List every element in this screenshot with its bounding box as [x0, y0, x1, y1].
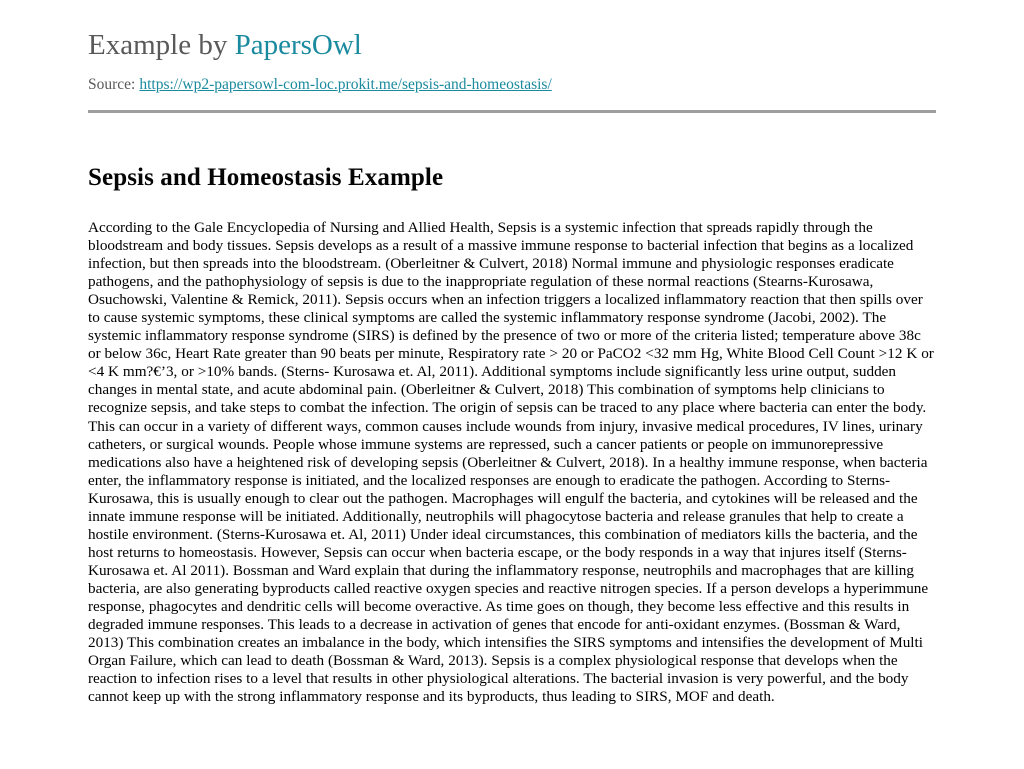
document-content — [88, 163, 936, 706]
example-by-label: Example by — [88, 29, 235, 61]
page-title: Sepsis and Homeostasis Example — [88, 164, 444, 191]
example-by-heading — [88, 26, 1024, 64]
header-divider — [88, 110, 936, 113]
source-url-link[interactable]: https://wp2-papersowl-com-loc.prokit.me/sepsis-and-homeostasis/ — [139, 76, 552, 93]
source-label: Source: — [88, 76, 136, 93]
page-header — [0, 0, 1024, 95]
source-line — [88, 75, 1024, 95]
article-body-paragraph: According to the Gale Encyclopedia of Nursing and Allied Health, Sepsis is a systemic infection that spreads rapidly through the bloodstream and body tissues. Sepsis develops as a result of a massive immune response to bacterial infection that begins as a localized infection, but then spreads into the bloodstream. (Oberleitner & Culvert, 2018) Normal immune and physiologic responses eradicate pathogens, and the pathophysiology of sepsis is due to the inappropriate regulation of these normal reactions (Stearns-Kurosawa, Osuchowski, Valentine & Remick, 2011). Sepsis occurs when an infection triggers a localized inflammatory reaction that then spills over to cause systemic symptoms, these clinical symptoms are called the systemic inflammatory response syndrome (Jacobi, 2002). The systemic inflammatory response syndrome (SIRS) is defined by the presence of two or more of the criteria listed; temperature above 38c or below 36c, Heart Rate greater than 90 beats per minute, Respiratory rate > 20 or PaCO2 <32 mm Hg, White Blood Cell Count >12 K or <4 K mm?€’3, or >10% bands. (Sterns- Kurosawa et. Al, 2011). Additional symptoms include significantly less urine output, sudden changes in mental state, and acute abdominal pain. (Oberleitner & Culvert, 2018) This combination of symptoms help clinicians to recognize sepsis, and take steps to combat the infection. The origin of sepsis can be traced to any place where bacteria can enter the body. This can occur in a variety of different ways, common causes include wounds from injury, invasive medical procedures, IV lines, urinary catheters, or surgical wounds. People whose immune systems are repressed, such a cancer patients or people on immunorepressive medications also have a heightened risk of developing sepsis (Oberleitner & Culvert, 2018). In a healthy immune response, when bacteria enter, the inflammatory response is initiated, and the localized responses are enough to eradicate the pathogen. According to Sterns-Kurosawa, this is usually enough to clear out the pathogen. Macrophages will engulf the bacteria, and cytokines will be released and the innate immune response will be initiated. Additionally, neutrophils will phagocytose bacteria and release granules that help to create a hostile environment. (Sterns-Kurosawa et. Al, 2011) Under ideal circumstances, this combination of mediators kills the bacteria, and the host returns to homeostasis. However, Sepsis can occur when bacteria escape, or the body responds in a way that injures itself (Sterns- Kurosawa et. Al 2011). Bossman and Ward explain that during the inflammatory response, neutrophils and macrophages that are killing bacteria, are also generating byproducts called reactive oxygen species and reactive nitrogen species. If a person develops a hyperimmune response, phagocytes and dendritic cells will become overactive. As time goes on though, they become less effective and this results in degraded immune responses. This leads to a decrease in activation of genes that encode for anti-oxidant enzymes. (Bossman & Ward, 2013) This combination creates an imbalance in the body, which intensifies the SIRS symptoms and intensifies the development of Multi Organ Failure, which can lead to death (Bossman & Ward, 2013). Sepsis is a complex physiological response that develops when the reaction to infection rises to a level that results in other physiological alterations. The bacterial invasion is very powerful, and the body cannot keep up with the strong inflammatory response and its byproducts, thus leading to SIRS, MOF and death. — [88, 219, 934, 706]
papersowl-brand-name: PapersOwl — [234, 29, 362, 61]
